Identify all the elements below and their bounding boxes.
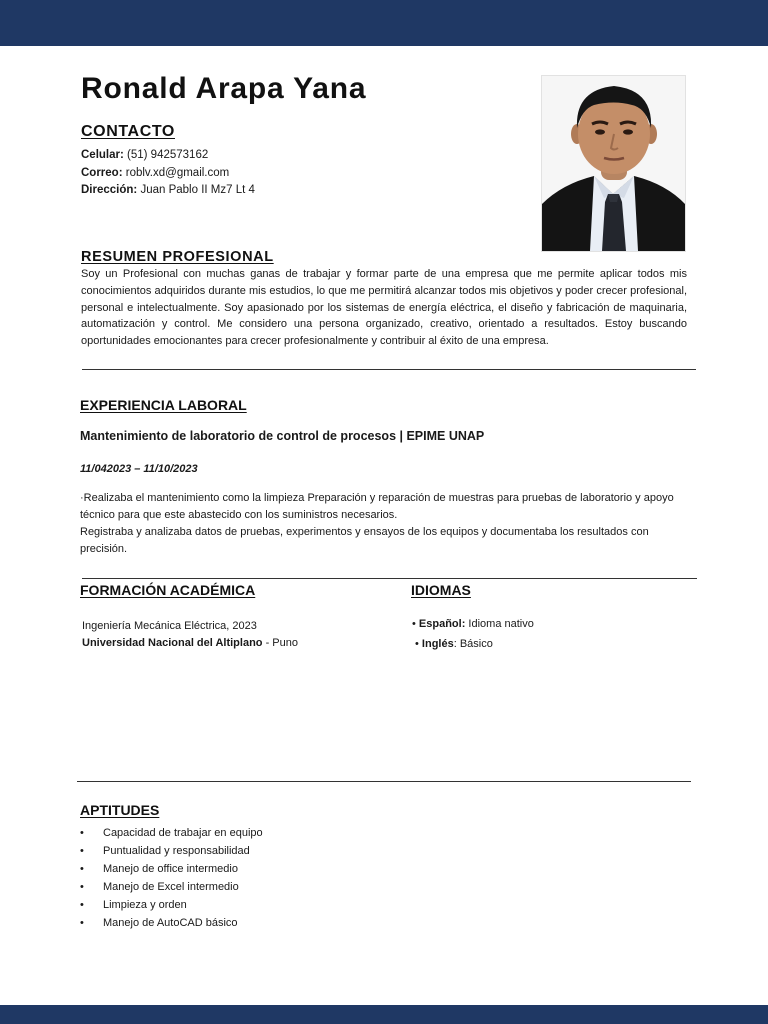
- skill-item: [80, 860, 263, 878]
- education-heading: FORMACIÓN ACADÉMICA: [80, 582, 256, 598]
- language-item: [412, 634, 534, 654]
- language-level: : Básico: [453, 638, 493, 650]
- phone-label: Celular:: [81, 149, 124, 161]
- summary-heading: RESUMEN PROFESIONAL: [81, 249, 274, 265]
- job-description: [80, 490, 690, 558]
- bullet-icon: •: [80, 827, 84, 839]
- bullet-icon: •: [80, 917, 84, 929]
- skill-item: [80, 824, 263, 842]
- bullet-icon: •: [412, 618, 416, 630]
- profile-photo: [541, 75, 686, 252]
- skill-label: Manejo de Excel intermedio: [103, 881, 239, 893]
- experience-heading: EXPERIENCIA LABORAL: [80, 397, 247, 413]
- job-description-paragraph: ·Realizaba el mantenimiento como la limpieza Preparación y reparación de muestras para pruebas de laboratorio y apoyo técnico para que este abastecido con los suministros necesarios.: [80, 492, 674, 521]
- divider-after-experience: [82, 578, 697, 579]
- skill-item: [80, 914, 263, 932]
- university-location: - Puno: [262, 637, 298, 649]
- bullet-icon: •: [80, 899, 84, 911]
- job-title: Mantenimiento de laboratorio de control de procesos | EPIME UNAP: [80, 429, 485, 443]
- education-entry: [82, 618, 298, 652]
- skills-list: [80, 824, 263, 932]
- address-label: Dirección:: [81, 184, 138, 196]
- bullet-icon: •: [80, 881, 84, 893]
- language-level: Idioma nativo: [465, 618, 534, 630]
- skill-label: Puntualidad y responsabilidad: [103, 845, 250, 857]
- languages-heading: IDIOMAS: [411, 582, 471, 598]
- skill-item: [80, 842, 263, 860]
- skill-label: Capacidad de trabajar en equipo: [103, 827, 263, 839]
- summary-text: Soy un Profesional con muchas ganas de trabajar y formar parte de una empresa que me permite aplicar todos mis conocimientos adquiridos durante mis estudios, lo que me permitirá alcanzar todos mis objetivos y poder crecer profesional, personal e intelectualmente. Soy apasionado por los sistemas de energía eléctrica, el diseño y fabricación de maquinaria, automatización y control. Me considero una persona organizado, creativo, orientado a resultados. Estoy buscando oportunidades emocionantes para crecer profesionalmente y contribuir al éxito de una empresa.: [81, 268, 687, 348]
- skill-item: [80, 896, 263, 914]
- skill-label: Manejo de office intermedio: [103, 863, 238, 875]
- university-name: Universidad Nacional del Altiplano: [82, 637, 263, 649]
- contact-address-row: [81, 182, 255, 200]
- address-value: Juan Pablo II Mz7 Lt 4: [140, 184, 255, 196]
- phone-value: (51) 942573162: [127, 149, 209, 161]
- divider-before-skills: [77, 781, 691, 782]
- divider-after-summary: [82, 369, 696, 370]
- contact-phone-row: [81, 147, 255, 165]
- contact-email-row: [81, 165, 255, 183]
- degree: Ingeniería Mecánica Eléctrica, 2023: [82, 620, 257, 632]
- contact-info: [81, 147, 255, 200]
- job-description-paragraph: Registraba y analizaba datos de pruebas, experimentos y ensayos de los equipos y documentaba los resultados con precisión.: [80, 526, 649, 555]
- bottom-color-band: [0, 1005, 768, 1024]
- email-label: Correo:: [81, 166, 123, 179]
- language-name: Español:: [418, 618, 466, 630]
- bullet-icon: •: [80, 863, 84, 875]
- bullet-icon: •: [415, 638, 419, 650]
- top-color-band: [0, 0, 768, 46]
- university-row: [82, 635, 298, 652]
- skills-heading: APTITUDES: [80, 802, 160, 818]
- candidate-name: Ronald Arapa Yana: [81, 72, 367, 105]
- profile-photo-illustration: [542, 76, 685, 251]
- languages-list: [412, 614, 534, 654]
- language-name: Inglés: [421, 638, 454, 650]
- language-item: [412, 614, 534, 634]
- skill-label: Manejo de AutoCAD básico: [103, 917, 238, 929]
- job-dates: 11/042023 – 11/10/2023: [80, 463, 198, 475]
- skill-label: Limpieza y orden: [103, 899, 187, 911]
- email-value: roblv.xd@gmail.com: [125, 166, 230, 179]
- contact-heading: CONTACTO: [81, 123, 175, 140]
- skill-item: [80, 878, 263, 896]
- bullet-icon: •: [80, 845, 84, 857]
